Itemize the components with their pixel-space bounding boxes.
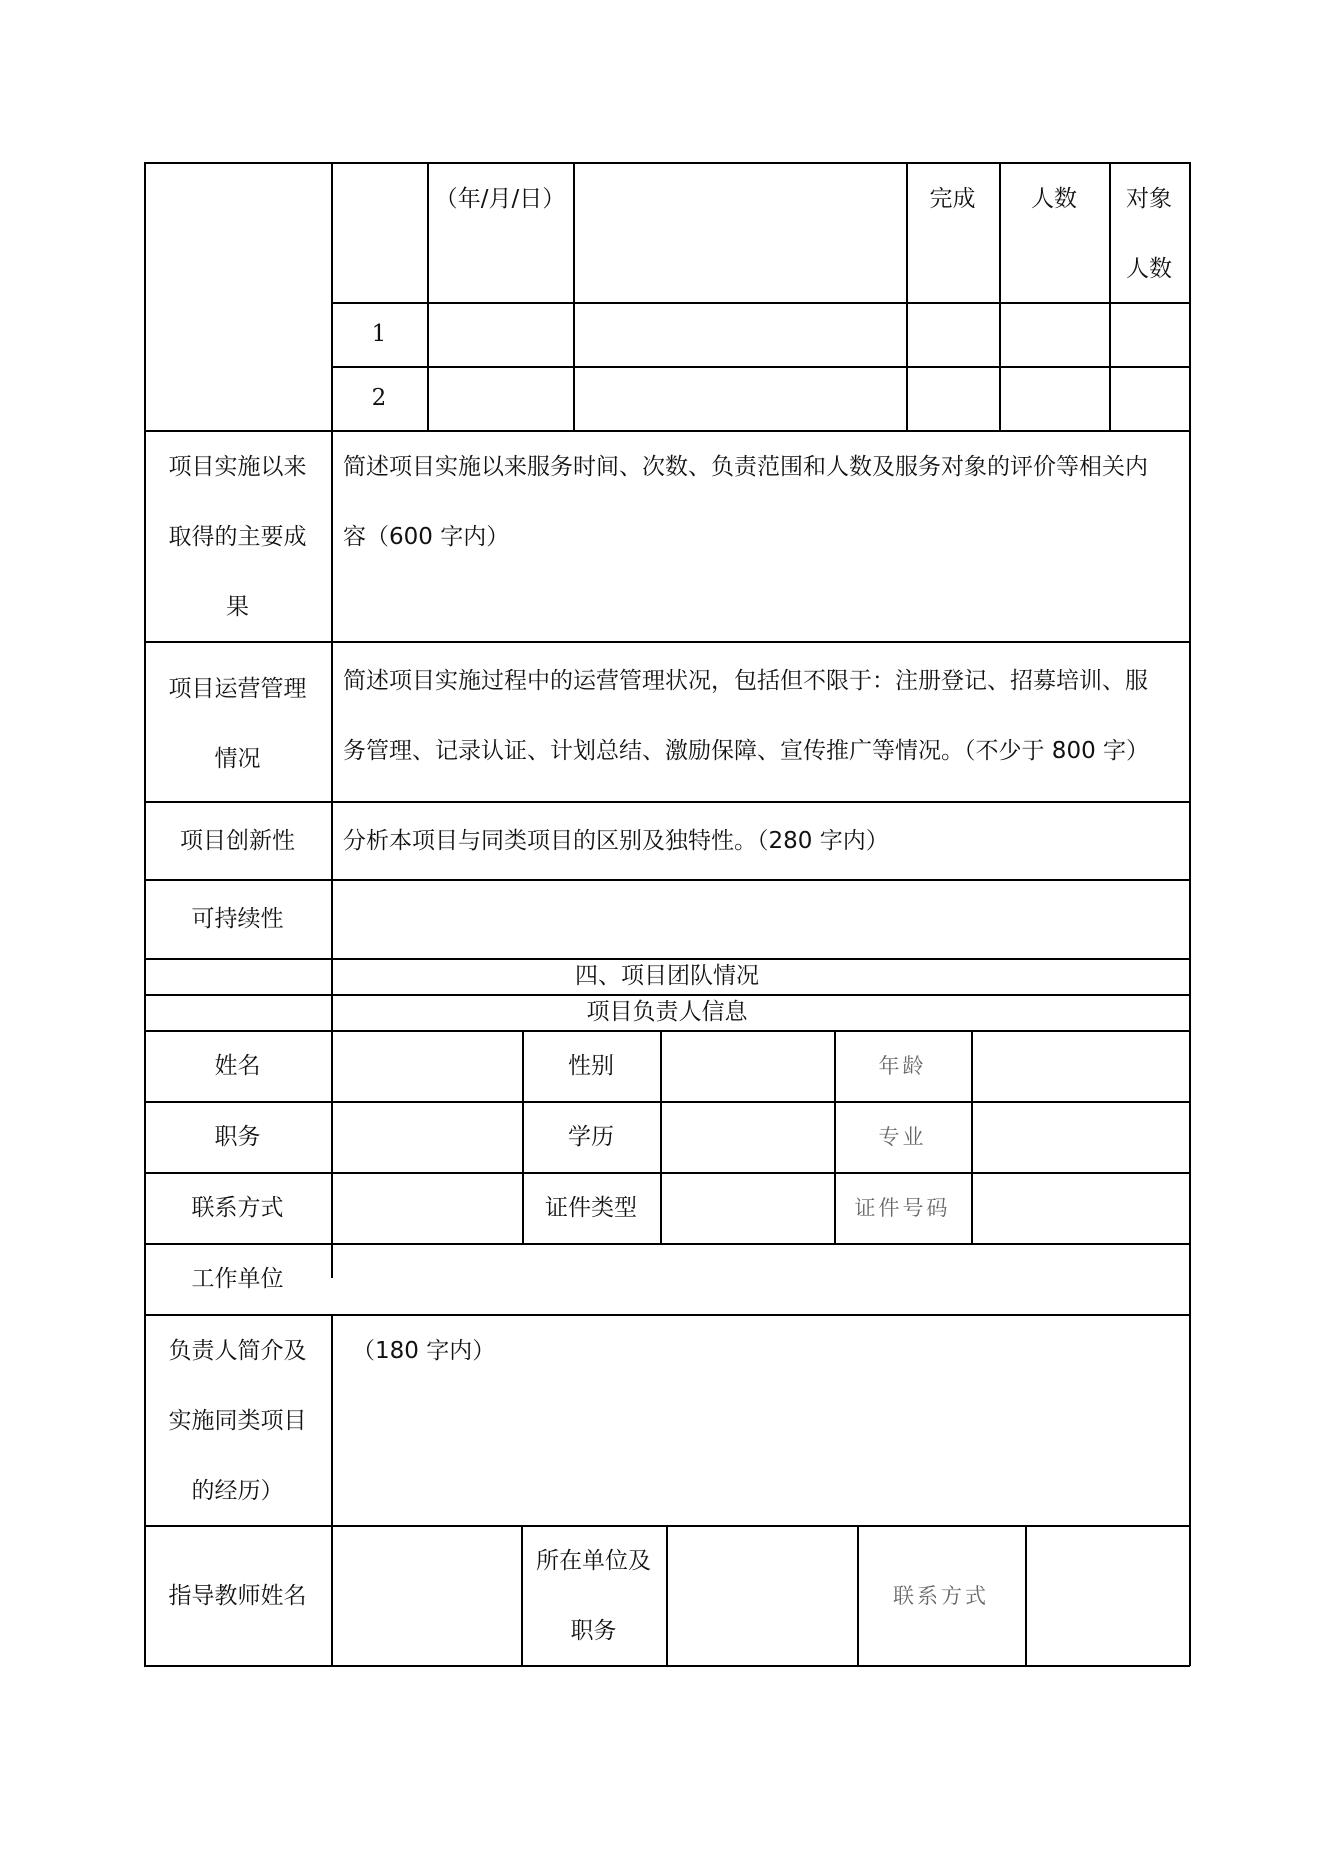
- age-input[interactable]: [973, 1032, 1189, 1101]
- bio-hint: （180 字内）: [352, 1338, 496, 1364]
- operations-label: 项目运营管理: [168, 676, 307, 702]
- workplace-label: 工作单位: [191, 1266, 284, 1292]
- target-people-header-line1: 对象: [1126, 186, 1172, 212]
- advisor-name-label: 指导教师姓名: [168, 1583, 307, 1609]
- people-header: 人数: [1031, 186, 1077, 212]
- leader-info-title: 项目负责人信息: [586, 999, 748, 1025]
- activity-content-cell[interactable]: [575, 304, 906, 366]
- activity-date-cell[interactable]: [429, 304, 573, 366]
- sustainability-label: 可持续性: [191, 906, 284, 932]
- row-number: 2: [371, 385, 387, 411]
- achievements-hint: 容（600 字内）: [343, 524, 510, 550]
- operations-hint: 简述项目实施过程中的运营管理状况，包括但不限于：注册登记、招募培训、服: [343, 668, 1148, 694]
- operations-label: 情况: [214, 746, 261, 772]
- name-label: 姓名: [214, 1053, 261, 1079]
- section-title: 四、项目团队情况: [575, 963, 759, 989]
- advisor-contact-input[interactable]: [1027, 1527, 1189, 1665]
- activity-target-cell[interactable]: [1111, 368, 1189, 430]
- achievements-label: 取得的主要成: [168, 524, 307, 550]
- operations-hint: 务管理、记录认证、计划总结、激励保障、宣传推广等情况。（不少于 800 字）: [343, 738, 1150, 764]
- contact-label: 联系方式: [191, 1195, 284, 1221]
- education-input[interactable]: [662, 1103, 834, 1172]
- date-header: （年/月/日）: [434, 186, 566, 212]
- id-number-input[interactable]: [973, 1174, 1189, 1243]
- activity-content-header-cell[interactable]: [575, 164, 906, 302]
- bio-label: 负责人简介及: [168, 1338, 307, 1364]
- table-border: [1189, 162, 1191, 1666]
- achievements-label: 果: [226, 594, 249, 620]
- activity-people-cell[interactable]: [1001, 304, 1109, 366]
- advisor-contact-label: 联系方式: [893, 1584, 989, 1608]
- achievements-hint: 简述项目实施以来服务时间、次数、负责范围和人数及服务对象的评价等相关内: [343, 454, 1148, 480]
- id-type-label: 证件类型: [545, 1195, 637, 1221]
- activity-content-cell[interactable]: [575, 368, 906, 430]
- sustainability-input[interactable]: [333, 881, 1189, 958]
- id-number-label: 证件号码: [854, 1196, 951, 1220]
- activity-target-cell[interactable]: [1111, 304, 1189, 366]
- major-label: 专业: [878, 1125, 927, 1149]
- bio-label: 的经历）: [191, 1478, 284, 1504]
- row-number: 1: [371, 321, 387, 347]
- education-label: 学历: [568, 1124, 614, 1150]
- gender-input[interactable]: [662, 1032, 834, 1101]
- achievements-label: 项目实施以来: [168, 454, 307, 480]
- target-people-header-line2: 人数: [1126, 256, 1172, 282]
- activity-completed-cell[interactable]: [908, 368, 999, 430]
- advisor-unit-label: 所在单位及: [536, 1548, 651, 1574]
- bio-label: 实施同类项目: [168, 1408, 307, 1434]
- innovation-label: 项目创新性: [180, 828, 295, 854]
- age-label: 年龄: [878, 1054, 927, 1078]
- activity-completed-cell[interactable]: [908, 304, 999, 366]
- activity-date-cell[interactable]: [429, 368, 573, 430]
- name-input[interactable]: [333, 1032, 522, 1101]
- position-label: 职务: [214, 1124, 261, 1150]
- completed-header: 完成: [929, 186, 976, 212]
- activity-people-cell[interactable]: [1001, 368, 1109, 430]
- position-input[interactable]: [333, 1103, 522, 1172]
- major-input[interactable]: [973, 1103, 1189, 1172]
- table-border: [144, 801, 1190, 803]
- innovation-hint: 分析本项目与同类项目的区别及独特性。（280 字内）: [343, 828, 889, 854]
- advisor-unit-label: 职务: [570, 1618, 617, 1644]
- advisor-name-input[interactable]: [333, 1527, 521, 1665]
- contact-input[interactable]: [333, 1174, 522, 1243]
- id-type-input[interactable]: [662, 1174, 834, 1243]
- advisor-unit-input[interactable]: [668, 1527, 857, 1665]
- gender-label: 性别: [568, 1053, 614, 1079]
- activity-seq-header-cell[interactable]: [333, 164, 427, 302]
- workplace-input[interactable]: [333, 1245, 1189, 1314]
